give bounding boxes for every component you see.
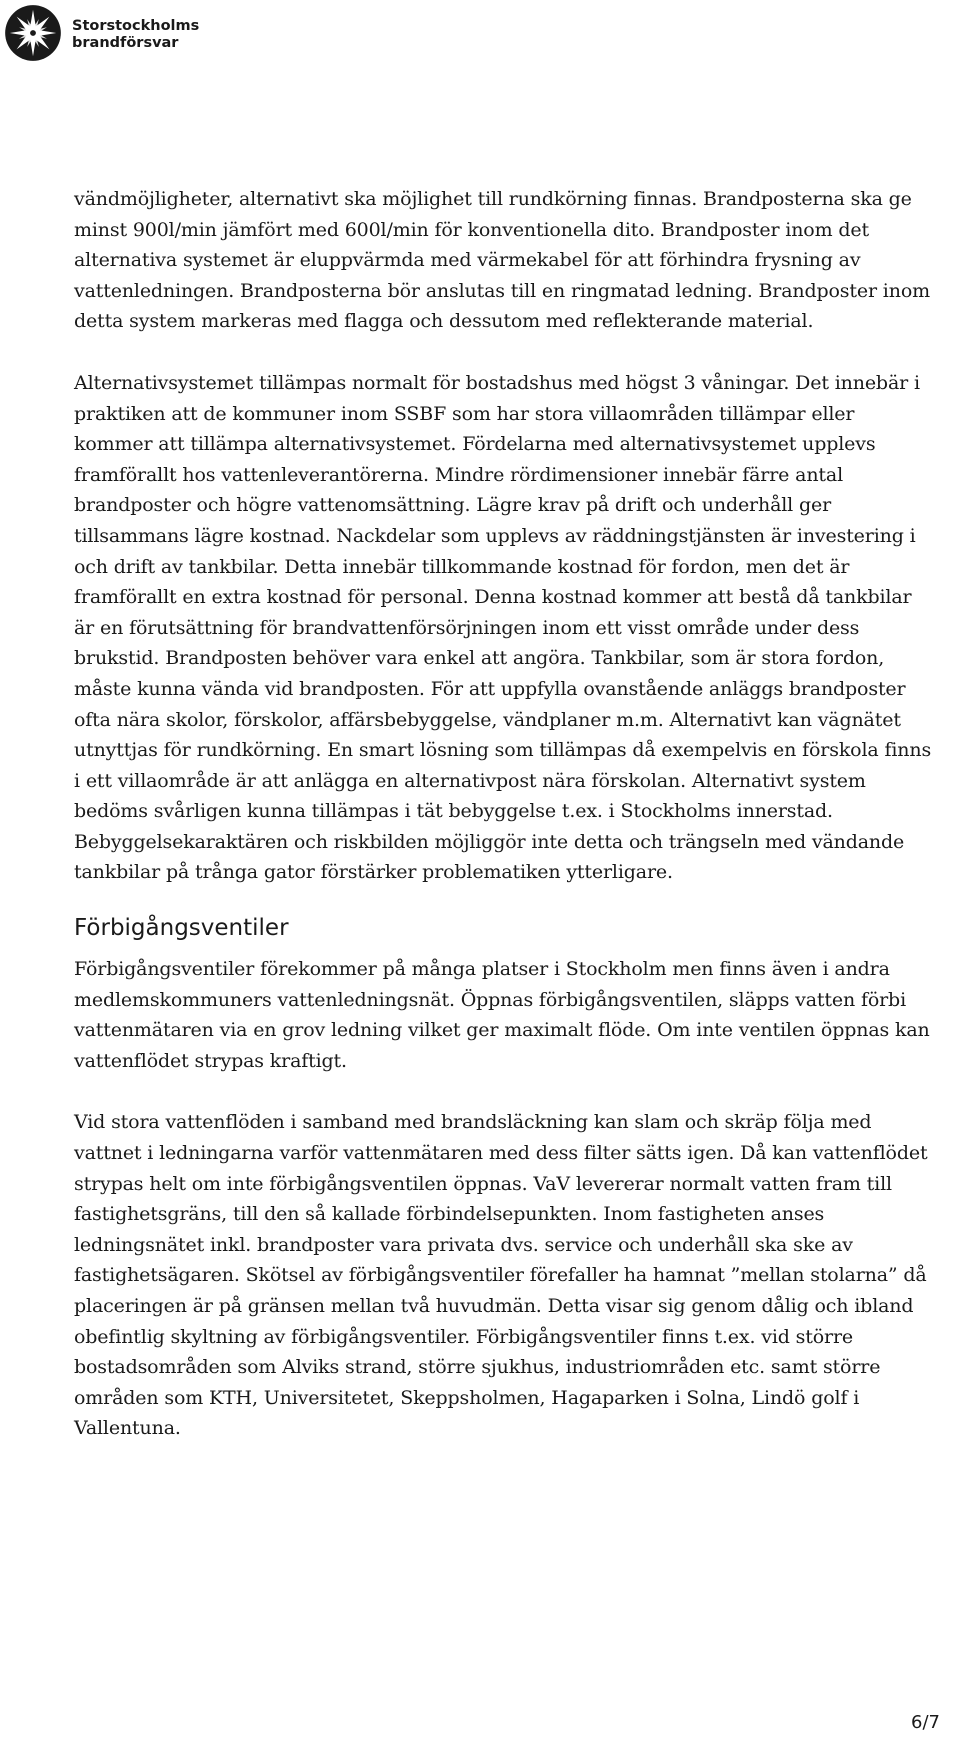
paragraph-alternative-system-usage: Alternativsystemet tillämpas normalt för bostadshus med högst 3 våningar. Det innebär i praktiken att de kommuner inom SSBF som har stora villaområden tillämpar eller kommer att tillämpa alternativsystemet. Fördelarna med alternativsystemet upplevs framförallt hos vattenleverantörerna. Mindre rördimensioner innebär färre antal brandposter och högre vattenomsättning. Lägre krav på drift och underhåll ger tillsammans lägre kostnad. Nackdelar som upplevs av räddningstjänsten är investering i och drift av tankbilar. Detta innebär tillkommande kostnad för fordon, men det är framförallt en extra kostnad för personal. Denna kostnad kommer att bestå då tankbilar är en förutsättning för brandvattenförsörjningen inom ett visst område under dess brukstid. Brandposten behöver vara enkel att angöra. Tankbilar, som är stora fordon, måste kunna vända vid brandposten. För att uppfylla ovanstående anläggs brandposter ofta nära skolor, förskolor, affärsbebyggelse, vändplaner m.m. Alternativt kan vägnätet utnyttjas för rundkörning. En smart lösning som tillämpas då exempelvis en förskola finns i ett villaområde är att anlägga en alternativpost nära förskolan. Alternativt system bedöms svårligen kunna tillämpas i tät bebyggelse t.ex. i Stockholms innerstad. Bebyggelsekaraktären och riskbilden möjliggör inte detta och trängseln med vändande tankbilar på trånga gator förstärker problematiken ytterligare. bbox=[74, 371, 932, 884]
page-number: 6/7 bbox=[911, 1712, 940, 1733]
ssbf-star-logo-icon bbox=[4, 4, 62, 62]
section-heading-bypass-valves: Förbigångsventiler bbox=[74, 915, 289, 942]
organization-name-line2: brandförsvar bbox=[72, 35, 179, 51]
paragraph-spacer bbox=[74, 337, 934, 368]
document-header bbox=[0, 0, 300, 72]
paragraph-bypass-valves-maintenance: Vid stora vattenflöden i samband med brandsläckning kan slam och skräp följa med vattnet i ledningarna varför vattenmätaren med dess filter sätts igen. Då kan vattenflödet strypas helt om inte förbigångsventilen öppnas. VaV levererar normalt vatten fram till fastighetsgräns, till den så kallade förbindelsepunkten. Inom fastigheten anses ledningsnätet inkl. brandposter vara privata dvs. service och underhåll ska ske av fastighetsägaren. Skötsel av förbigångsventiler förefaller ha hamnat ”mellan stolarna” då placeringen är på gränsen mellan två huvudmän. Detta visar sig genom dålig och ibland obefintlig skyltning av förbigångsventiler. Förbigångsventiler finns t.ex. vid större bostadsområden som Alviks strand, större sjukhus, industriområden etc. samt större områden som KTH, Universitetet, Skeppsholmen, Hagaparken i Solna, Lindö golf i Vallentuna. bbox=[74, 1111, 928, 1440]
paragraph-spacer bbox=[74, 1076, 934, 1107]
paragraph-alternative-hydrants-intro: vändmöjligheter, alternativt ska möjlighet till rundkörning finnas. Brandposterna ska ge minst 900l/min jämfört med 600l/min för konventionella dito. Brandposter inom det alternativa systemet är eluppvärmda med värmekabel för att förhindra frysning av vattenledningen. Brandposterna bör anslutas till en ringmatad ledning. Brandposter inom detta system markeras med flagga och dessutom med reflekterande material. bbox=[74, 188, 930, 333]
paragraph-bypass-valves-intro: Förbigångsventiler förekommer på många platser i Stockholm men finns även i andra medlemskommuners vattenledningsnät. Öppnas förbigångsventilen, släpps vatten förbi vattenmätaren via en grov ledning vilket ger maximalt flöde. Om inte ventilen öppnas kan vattenflödet strypas kraftigt. bbox=[74, 958, 930, 1072]
document-body bbox=[74, 184, 934, 1444]
organization-name-line1: Storstockholms bbox=[72, 18, 200, 34]
organization-name bbox=[72, 18, 199, 52]
